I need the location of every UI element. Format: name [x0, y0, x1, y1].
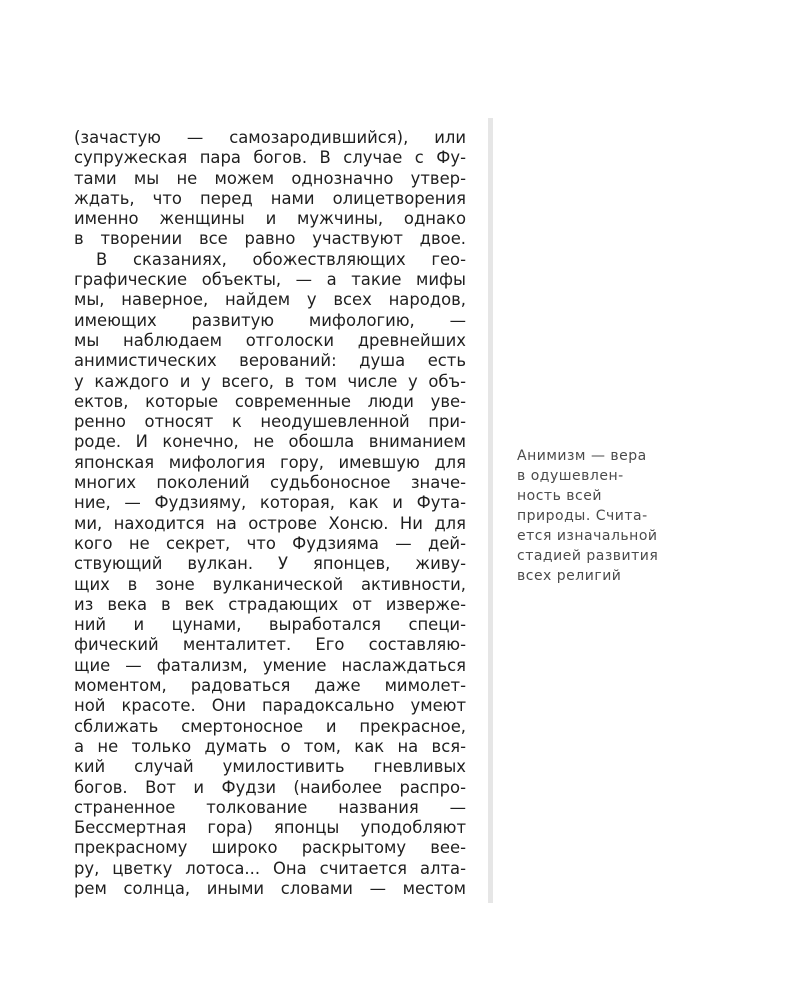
- text-line: богов. Вот и Фудзи (наиболее распро-: [74, 777, 466, 797]
- text-line: ждать, что перед нами олицетворения: [74, 188, 466, 208]
- text-line: супружеская пара богов. В случае с Фу-: [74, 148, 466, 168]
- text-line: кого не секрет, что Фудзияма — дей-: [74, 533, 466, 553]
- text-line: тами мы не можем однозначно утвер-: [74, 168, 466, 188]
- text-line: а не только думать о том, как на вся-: [74, 736, 466, 756]
- text-line: ми, находится на острове Хонсю. Ни для: [74, 513, 466, 533]
- text-line: щих в зоне вулканической активности,: [74, 574, 466, 594]
- text-line: из века в век страдающих от изверже-: [74, 594, 466, 614]
- text-line: графические объекты, — а такие мифы: [74, 270, 466, 290]
- text-line: ренно относят к неодушевленной при-: [74, 412, 466, 432]
- text-line: фический менталитет. Его составляю-: [74, 635, 466, 655]
- text-line: сближать смертоносное и прекрасное,: [74, 716, 466, 736]
- text-line: у каждого и у всего, в том числе у объ-: [74, 371, 466, 391]
- text-line: мы, наверное, найдем у всех народов,: [74, 290, 466, 310]
- margin-note: [517, 446, 687, 586]
- text-line: прекрасному широко раскрытому вее-: [74, 838, 466, 858]
- margin-note-line: стадией развития: [517, 548, 659, 564]
- text-line: кий случай умилостивить гневливых: [74, 757, 466, 777]
- text-line: роде. И конечно, не обошла вниманием: [74, 432, 466, 452]
- text-line: ний и цунами, выработался специ-: [74, 615, 466, 635]
- main-text-column: [74, 128, 466, 899]
- text-line: ствующий вулкан. У японцев, живу-: [74, 554, 466, 574]
- text-line: моментом, радоваться даже мимолет-: [74, 676, 466, 696]
- text-line: рем солнца, иными словами — местом: [74, 878, 466, 898]
- text-line: мы наблюдаем отголоски древнейших: [74, 330, 466, 350]
- text-line: страненное толкование названия —: [74, 797, 466, 817]
- text-line: щие — фатализм, умение наслаждаться: [74, 655, 466, 675]
- text-line: Бессмертная гора) японцы уподобляют: [74, 818, 466, 838]
- text-line: В сказаниях, обожествляющих гео-: [96, 249, 466, 269]
- column-divider: [488, 118, 493, 903]
- margin-note-line: природы. Счита-: [517, 508, 648, 524]
- text-line: японская мифология гору, имевшую для: [74, 452, 466, 472]
- text-line: ние, — Фудзияму, которая, как и Фута-: [74, 493, 466, 513]
- text-line: имеющих развитую мифологию, —: [74, 310, 466, 330]
- text-line: анимистических верований: душа есть: [74, 351, 466, 371]
- margin-note-line: ность всей: [517, 488, 602, 504]
- text-line: именно женщины и мужчины, однако: [74, 209, 466, 229]
- text-line: ру, цветку лотоса... Она считается алта-: [74, 858, 466, 878]
- margin-note-line: всех религий: [517, 568, 622, 584]
- text-line: ной красоте. Они парадоксально умеют: [74, 696, 466, 716]
- margin-note-line: в одушевлен-: [517, 468, 624, 484]
- margin-note-line: ется изначальной: [517, 528, 658, 544]
- text-line: в творении все равно участвуют двое.: [74, 229, 466, 249]
- text-line: многих поколений судьбоносное значе-: [74, 473, 466, 493]
- text-line: (зачастую — самозародившийся), или: [74, 128, 466, 147]
- margin-note-line: Анимизм — вера: [517, 448, 647, 464]
- text-line: ектов, которые современные люди уве-: [74, 391, 466, 411]
